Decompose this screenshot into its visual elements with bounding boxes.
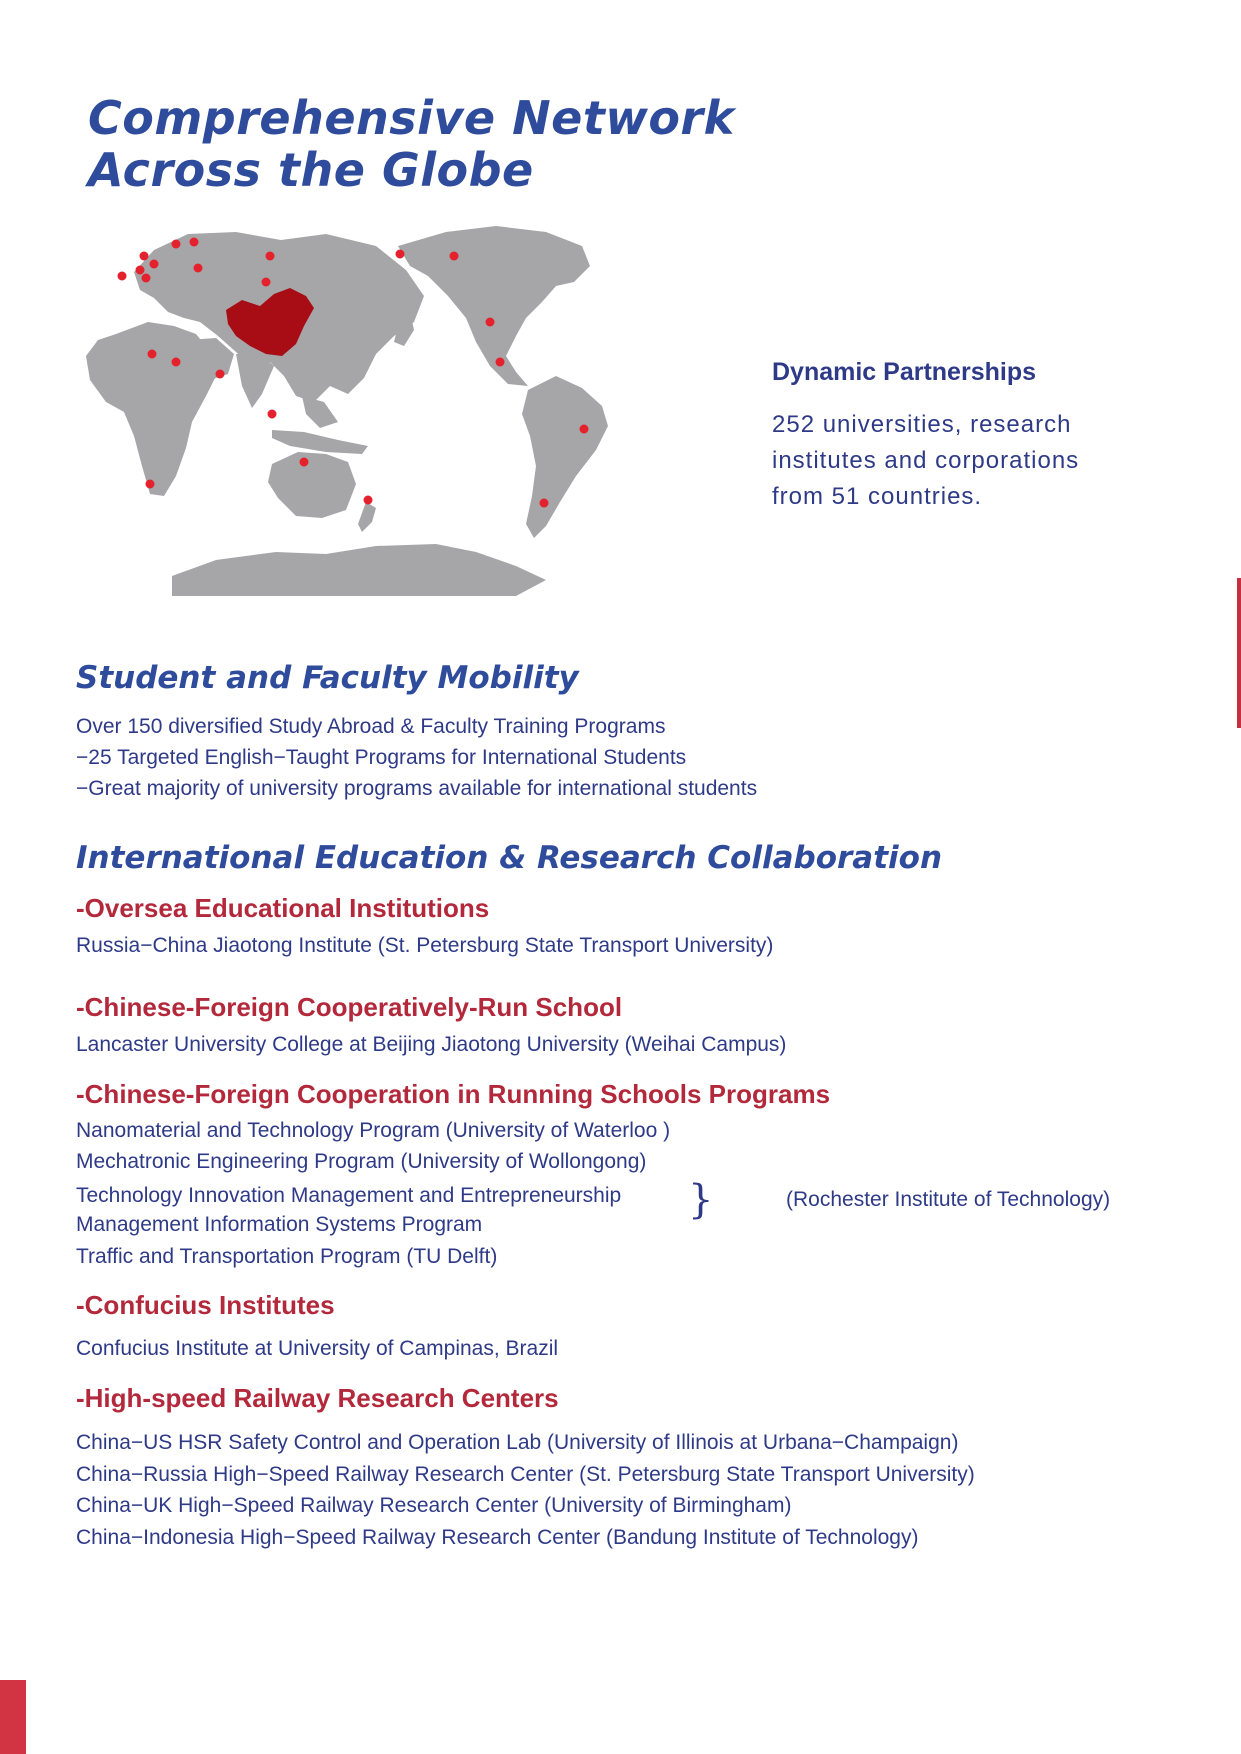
partner-marker (364, 496, 373, 505)
partner-marker (396, 250, 405, 259)
railway-line: China−US HSR Safety Control and Operation Lab (University of Illinois at Urbana−Champaign) (76, 1431, 959, 1454)
south-america-landmass (522, 376, 608, 538)
program-line: Nanomaterial and Technology Program (University of Waterloo ) (76, 1119, 671, 1142)
railway-line: China−UK High−Speed Railway Research Center (University of Birmingham) (76, 1494, 792, 1517)
collaboration-heading: International Education & Research Collaboration (76, 840, 943, 876)
corner-accent-bar (0, 1680, 26, 1754)
world-map (76, 226, 684, 596)
antarctica-landmass (172, 544, 546, 596)
program-line: Mechatronic Engineering Program (University of Wollongong) (76, 1150, 647, 1173)
mobility-line3: −Great majority of university programs available for international students (76, 777, 758, 800)
mobility-heading: Student and Faculty Mobility (76, 660, 579, 696)
confucius-heading: -Confucius Institutes (76, 1290, 335, 1320)
partner-marker (146, 480, 155, 489)
partnerships-line2: institutes and corporations (772, 447, 1080, 474)
railway-line: China−Indonesia High−Speed Railway Research Center (Bandung Institute of Technology) (76, 1526, 919, 1549)
side-accent-bar (1237, 578, 1241, 728)
railway-line: China−Russia High−Speed Railway Research Center (St. Petersburg State Transport University) (76, 1463, 975, 1486)
partner-marker (148, 350, 157, 359)
mobility-line2: −25 Targeted English−Taught Programs for International Students (76, 746, 687, 769)
partner-marker (142, 274, 151, 283)
mobility-line1: Over 150 diversified Study Abroad & Faculty Training Programs (76, 715, 666, 738)
partner-marker (172, 240, 181, 249)
partner-marker (300, 458, 309, 467)
partner-marker (190, 238, 199, 247)
partner-marker (580, 425, 589, 434)
partner-marker (136, 266, 145, 275)
partner-marker (268, 410, 277, 419)
continents (86, 226, 608, 596)
se-asia-landmass (302, 396, 338, 428)
north-america-landmass (398, 226, 590, 386)
partner-marker (486, 318, 495, 327)
partner-marker (266, 252, 275, 261)
partner-marker (496, 358, 505, 367)
partner-marker (140, 252, 149, 261)
brace-label: (Rochester Institute of Technology) (786, 1188, 1111, 1211)
partner-marker (194, 264, 203, 273)
school-heading: -Chinese-Foreign Cooperatively-Run School (76, 992, 623, 1022)
school-line: Lancaster University College at Beijing Jiaotong University (Weihai Campus) (76, 1033, 787, 1056)
programs-heading: -Chinese-Foreign Cooperation in Running Schools Programs (76, 1079, 831, 1109)
partnerships-line1: 252 universities, research (772, 411, 1072, 438)
partner-marker (172, 358, 181, 367)
partner-marker (216, 370, 225, 379)
program-line: Technology Innovation Management and Entrepreneurship (76, 1184, 622, 1207)
australia-landmass (268, 452, 356, 518)
partner-marker (262, 278, 271, 287)
partner-marker (118, 272, 127, 281)
partnerships-panel (772, 358, 1192, 515)
page-title-line2: Across the Globe (88, 143, 534, 197)
railway-heading: -High-speed Railway Research Centers (76, 1383, 559, 1413)
oversea-line: Russia−China Jiaotong Institute (St. Petersburg State Transport University) (76, 934, 774, 957)
page-title (88, 92, 735, 196)
partner-marker (450, 252, 459, 261)
partnerships-title: Dynamic Partnerships (772, 358, 1036, 386)
program-line: Management Information Systems Program (76, 1213, 483, 1236)
partnerships-line3: from 51 countries. (772, 483, 983, 510)
brace-symbol: } (688, 1177, 714, 1223)
program-line: Traffic and Transportation Program (TU Delft) (76, 1245, 498, 1268)
indonesia-landmass (272, 430, 368, 454)
partner-marker (150, 260, 159, 269)
confucius-line: Confucius Institute at University of Campinas, Brazil (76, 1337, 559, 1360)
partner-marker (540, 499, 549, 508)
new-zealand-landmass (358, 502, 376, 532)
page-title-line1: Comprehensive Network (88, 91, 735, 145)
oversea-heading: -Oversea Educational Institutions (76, 893, 490, 923)
